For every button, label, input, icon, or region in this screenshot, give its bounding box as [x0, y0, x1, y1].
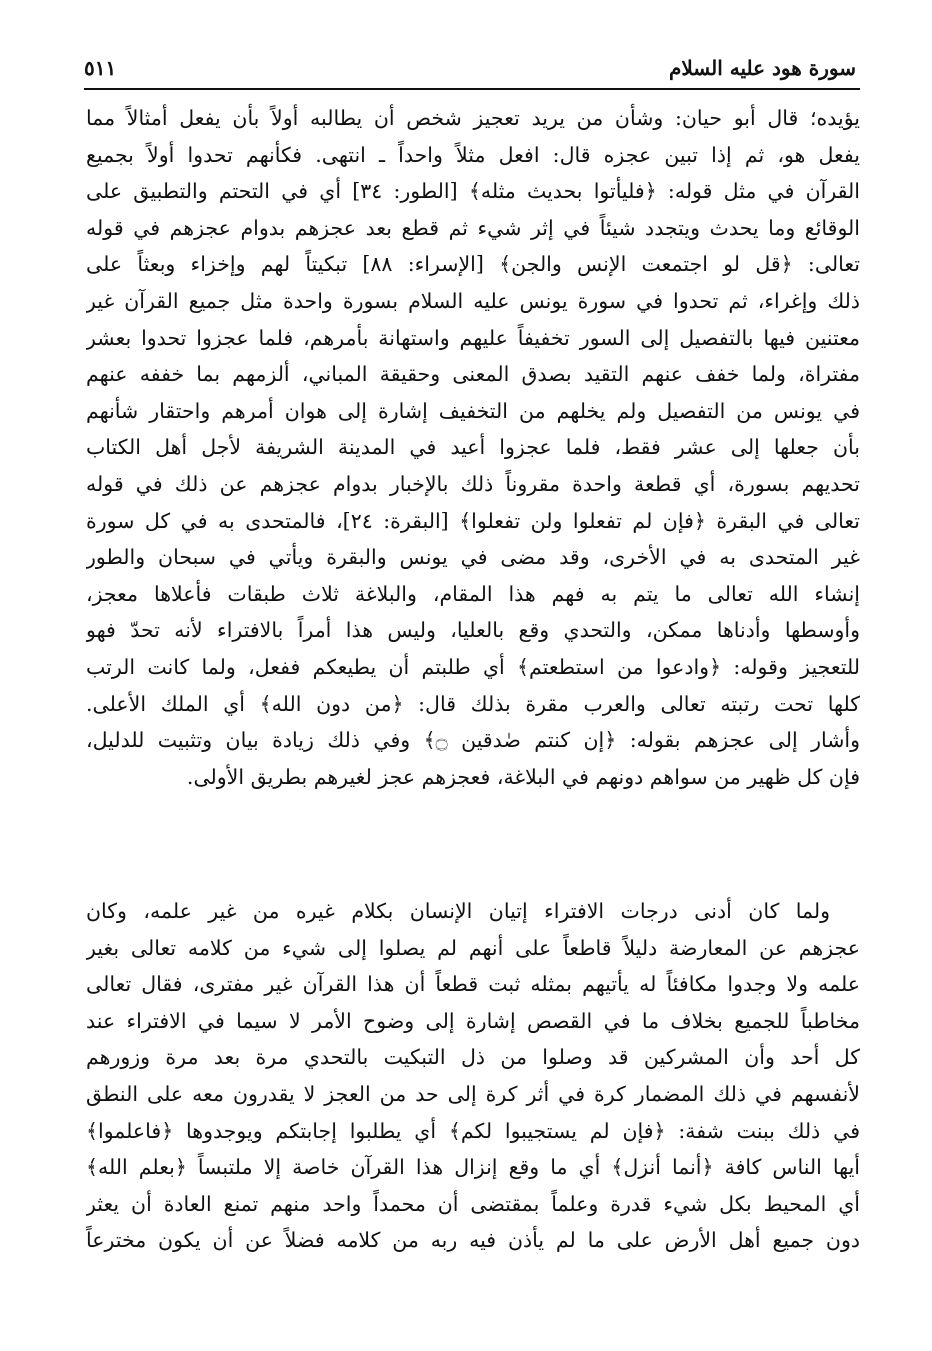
- text-line: وأشار إلى عجزهم بقوله: ﴿إن كنتم صٰدقين ۝﴾ وفي ذلك زيادة بيان وتثبيت للدليل،: [86, 728, 860, 753]
- text-line: ذلك وإغراء، ثم تحدوا في سورة يونس عليه السلام بسورة واحدة مثل جميع القرآن غير: [86, 288, 860, 313]
- page-header: [84, 56, 856, 82]
- surah-title: سورة هود عليه السلام: [668, 56, 856, 80]
- text-line: للتعجيز وقوله: ﴿وادعوا من استطعتم﴾ أي طلبتم أن يطيعكم ففعل، ولما كانت الرتب: [86, 654, 860, 679]
- text-line: علمه ولا وجدوا مكافئاً له يأتيهم بمثله ثبت قطعاً أن هذا القرآن غير مفترى، فقال تعالى: [86, 972, 860, 997]
- header-rule: [84, 88, 860, 90]
- text-line: عجزهم عن المعارضة دليلاً قاطعاً على أنهم لم يصلوا إلى شيء من كلامه تعالى بغير: [86, 935, 860, 960]
- text-line: إنشاء الله تعالى ما يتم به فهم هذا المقام، والبلاغة ثلاث طبقات فأعلاها معجز،: [86, 581, 860, 606]
- text-line: غير المتحدى به في الأخرى، وقد مضى في يونس والبقرة ويأتي في سبحان والطور: [86, 545, 860, 570]
- text-line: معتنين فيها بالتفصيل إلى السور تخفيفاً عليهم واستهانة بأمرهم، فلما عجزوا تحدوا بعشر: [86, 325, 860, 350]
- paragraph-1: [86, 100, 860, 795]
- text-line: في ذلك ببنت شفة: ﴿فإن لم يستجيبوا لكم﴾ أي يطلبوا إجابتكم ويوجدوها ﴿فاعلموا﴾: [86, 1118, 860, 1143]
- text-line: لأنفسهم في ذلك المضمار كرة في أثر كرة إلى حد من العجز لا يقدرون معه على النطق: [86, 1081, 860, 1106]
- text-line: وأوسطها وأدناها ممكن، والتحدي وقع بالعليا، وليس هذا أمراً بالافتراء لأنه تحدّ فهو: [86, 618, 860, 643]
- text-line: مخاطباً للجميع بخلاف ما في القصص إشارة إلى وضوح الأمر لا سيما في الافتراء عند: [86, 1008, 860, 1033]
- text-line: الوقائع وما يحدث ويتجدد شيئاً في إثر شيء ثم قطع بعد عجزهم بدوام عجزهم في قوله: [86, 215, 860, 240]
- text-line: كلها تحت رتبته تعالى والعرب مقرة بذلك قال: ﴿من دون الله﴾ أي الملك الأعلى.: [86, 691, 860, 716]
- text-line: فإن كل ظهير من سواهم دونهم في البلاغة، فعجزهم عجز لغيرهم بطريق الأولى.: [186, 764, 860, 789]
- paragraph-2: [86, 893, 860, 1259]
- text-line: تحديهم بسورة، أي قطعة واحدة مقروناً ذلك بالإخبار بدوام عجزهم عن ذلك في قوله: [86, 471, 860, 496]
- text-line: كل أحد وأن المشركين قد وصلوا من ذل التبكيت بالتحدي مرة بعد مرة وزورهم: [86, 1045, 860, 1070]
- text-line: ولما كان أدنى درجات الافتراء إتيان الإنسان بكلام غيره من غير علمه، وكان: [86, 899, 830, 923]
- text-line: بأن جعلها إلى عشر فقط، فلما عجزوا أعيد في المدينة الشريفة لأجل أهل الكتاب: [86, 435, 860, 460]
- text-line: يؤيده؛ قال أبو حيان: وشأن من يريد تعجيز شخص أن يطالبه أولاً بأن يفعل أمثالاً مما: [86, 106, 860, 130]
- text-line: مفتراة، ولما خفف عنهم التقيد بصدق المعنى وحقيقة المباني، ألزمهم بما خففه عنهم: [86, 362, 860, 387]
- text-line: في يونس من التفصيل ولم يخلهم من التخفيف إشارة إلى هوان أمرهم واحتقار شأنهم: [86, 398, 860, 423]
- text-line: تعالى: ﴿قل لو اجتمعت الإنس والجن﴾ [الإسراء: ٨٨] تبكيتاً لهم وإخزاء وبعثاً على: [86, 252, 860, 277]
- text-line: يفعل هو، ثم إذا تبين عجزه قال: افعل مثلاً واحداً ـ انتهى. فكأنهم تحدوا أولاً بجميع: [86, 142, 860, 167]
- text-line: أي المحيط بكل شيء قدرة وعلماً بمقتضى أن محمداً واحد منهم تمنع العادة أن يعثر: [86, 1191, 860, 1216]
- text-line: أيها الناس كافة ﴿أنما أنزل﴾ أي ما وقع إنزال هذا القرآن خاصة إلا ملتبساً ﴿بعلم الله﴾: [86, 1155, 860, 1180]
- text-line: دون جميع أهل الأرض على ما لم يأذن فيه ربه من كلامه فضلاً عن أن يكون مخترعاً: [86, 1228, 860, 1253]
- text-line: القرآن في مثل قوله: ﴿فليأتوا بحديث مثله﴾ [الطور: ٣٤] أي في التحتم والتطبيق على: [86, 179, 860, 204]
- page-number: ٥١١: [84, 56, 117, 80]
- text-line: تعالى في البقرة ﴿فإن لم تفعلوا ولن تفعلوا﴾ [البقرة: ٢٤]، فالمتحدى به في كل سورة: [86, 508, 860, 533]
